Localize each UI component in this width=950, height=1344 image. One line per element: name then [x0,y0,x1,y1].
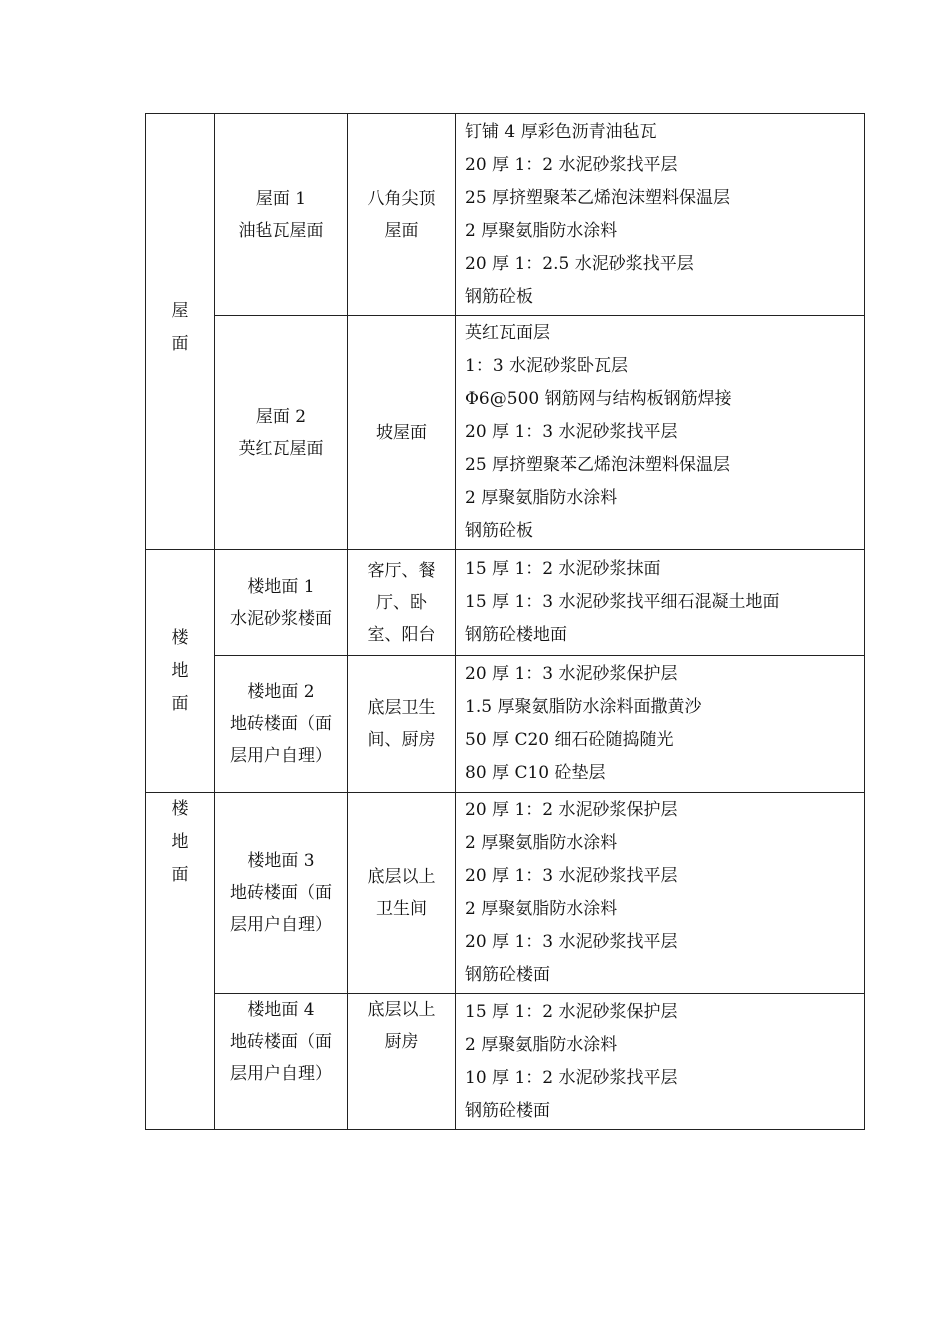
location-line: 厨房 [384,1032,419,1052]
construction-line: 英红瓦面层 [465,323,550,343]
item-name-cell [215,793,348,994]
construction-line: 80 厚 C10 砼垫层 [465,763,606,783]
location-line: 室、阳台 [367,624,436,645]
construction-line: 2 厚聚氨脂防水涂料 [465,488,618,508]
category-char: 楼 [171,799,189,819]
construction-line: 钢筋砼楼面 [465,1100,550,1121]
location-line: 客厅、餐 [367,560,436,581]
item-name-line: 楼地面 1 [247,576,315,597]
item-name-line: 层用户自理） [230,746,332,766]
construction-cell [456,994,865,1130]
category-cell [146,114,215,550]
category-cell [146,793,215,1130]
item-name-line: 屋面 2 [255,406,307,427]
item-name-line: 屋面 1 [255,188,307,209]
category-char: 楼 [171,627,189,648]
construction-line: 20 厚 1：3 水泥砂浆找平层 [465,422,678,442]
item-name-line: 地砖楼面（面 [230,714,332,734]
category-char: 屋 [171,300,189,321]
item-name-line: 楼地面 3 [247,851,315,871]
location-cell [348,114,456,316]
construction-cell [456,656,865,793]
construction-line: 10 厚 1：2 水泥砂浆找平层 [465,1067,678,1088]
item-name-cell [215,656,348,793]
location-cell [348,316,456,550]
construction-line: 15 厚 1：2 水泥砂浆保护层 [465,1001,678,1022]
table-row [146,656,865,793]
construction-line: 15 厚 1：2 水泥砂浆抹面 [465,559,661,579]
table-row [146,793,865,994]
construction-line: 钉铺 4 厚彩色沥青油毡瓦 [465,121,657,142]
construction-line: 钢筋砼楼面 [465,965,550,985]
construction-line: 1：3 水泥砂浆卧瓦层 [465,356,629,376]
construction-line: Φ6@500 钢筋网与结构板钢筋焊接 [465,389,732,409]
item-name-cell [215,316,348,550]
table-row [146,994,865,1130]
table-row [146,550,865,656]
construction-cell [456,550,865,656]
item-name-line: 英红瓦屋面 [238,438,324,459]
construction-line: 20 厚 1：2 水泥砂浆找平层 [465,154,678,175]
construction-spec-table [145,113,865,1130]
construction-line: 20 厚 1：2.5 水泥砂浆找平层 [465,253,694,274]
category-label [146,622,214,721]
location-line: 间、厨房 [367,730,436,750]
category-char: 地 [171,660,189,681]
location-line: 底层卫生 [367,698,436,718]
location-cell [348,793,456,994]
construction-line: 2 厚聚氨脂防水涂料 [465,833,618,853]
construction-line: 20 厚 1：3 水泥砂浆找平层 [465,932,678,952]
construction-line: 钢筋砼楼地面 [465,625,567,645]
construction-line: 15 厚 1：3 水泥砂浆找平细石混凝土地面 [465,592,780,612]
construction-line: 50 厚 C20 细石砼随捣随光 [465,730,674,750]
item-name-line: 层用户自理） [230,1064,332,1084]
construction-cell [456,793,865,994]
item-name-line: 地砖楼面（面 [230,1032,332,1052]
location-line: 卫生间 [376,899,427,919]
category-char: 面 [171,333,189,354]
item-name-line: 楼地面 4 [247,1000,315,1020]
construction-line: 2 厚聚氨脂防水涂料 [465,899,618,919]
category-char: 地 [171,832,189,852]
item-name-cell [215,114,348,316]
item-name-line: 水泥砂浆楼面 [230,608,332,629]
construction-line: 钢筋砼板 [465,286,533,307]
location-line: 底层以上 [367,1000,436,1020]
item-name-line: 地砖楼面（面 [230,883,332,903]
location-cell [348,550,456,656]
table-row [146,114,865,316]
item-name-line: 油毡瓦屋面 [238,220,324,241]
construction-line: 25 厚挤塑聚苯乙烯泡沫塑料保温层 [465,187,731,208]
construction-line: 1.5 厚聚氨脂防水涂料面撒黄沙 [465,697,702,717]
location-line: 坡屋面 [376,422,427,443]
table-row [146,316,865,550]
location-line: 底层以上 [367,867,436,887]
category-cell [146,550,215,793]
item-name-line: 层用户自理） [230,915,332,935]
construction-line: 2 厚聚氨脂防水涂料 [465,220,618,241]
location-line: 厅、卧 [376,592,427,613]
construction-line: 20 厚 1：2 水泥砂浆保护层 [465,800,678,820]
construction-line: 20 厚 1：3 水泥砂浆找平层 [465,866,678,886]
construction-line: 2 厚聚氨脂防水涂料 [465,1034,618,1055]
location-cell [348,994,456,1130]
item-name-cell [215,550,348,656]
construction-cell [456,114,865,316]
construction-line: 25 厚挤塑聚苯乙烯泡沫塑料保温层 [465,455,731,475]
category-label [146,295,214,361]
location-line: 屋面 [384,220,419,241]
spec-table-body [146,114,865,1130]
category-label [146,793,214,892]
construction-line: 钢筋砼板 [465,521,533,541]
category-char: 面 [171,865,189,885]
location-line: 八角尖顶 [367,188,436,209]
item-name-cell [215,994,348,1130]
construction-line: 20 厚 1：3 水泥砂浆保护层 [465,664,678,684]
location-cell [348,656,456,793]
construction-cell [456,316,865,550]
item-name-line: 楼地面 2 [247,682,315,702]
category-char: 面 [171,693,189,714]
